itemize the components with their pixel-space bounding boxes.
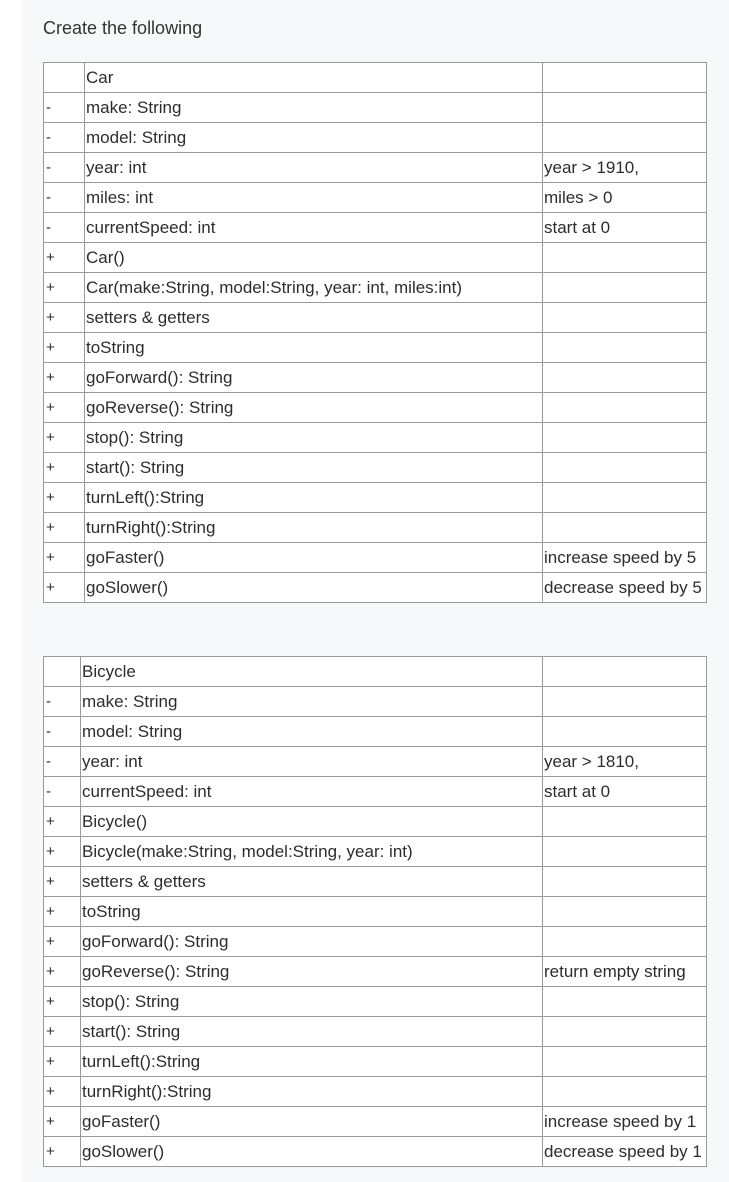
- member-cell: goFaster(): [85, 543, 543, 573]
- member-row: [44, 333, 707, 363]
- member-row: [44, 1077, 707, 1107]
- constraint-cell: [543, 837, 707, 867]
- member-cell: turnLeft():String: [81, 1047, 543, 1077]
- constraint-cell: [543, 273, 707, 303]
- member-cell: stop(): String: [85, 423, 543, 453]
- visibility-cell: -: [44, 213, 85, 243]
- visibility-cell: +: [44, 987, 81, 1017]
- visibility-cell: +: [44, 1137, 81, 1167]
- class-name-row: [44, 657, 707, 687]
- member-cell: goForward(): String: [85, 363, 543, 393]
- constraint-cell: [543, 1047, 707, 1077]
- constraint-cell: [543, 453, 707, 483]
- constraint-cell: [543, 363, 707, 393]
- visibility-cell: -: [44, 777, 81, 807]
- member-row: [44, 363, 707, 393]
- member-row: [44, 897, 707, 927]
- constraint-cell: [543, 717, 707, 747]
- member-cell: turnLeft():String: [85, 483, 543, 513]
- member-cell: toString: [85, 333, 543, 363]
- visibility-cell: +: [44, 423, 85, 453]
- member-cell: setters & getters: [81, 867, 543, 897]
- member-cell: turnRight():String: [81, 1077, 543, 1107]
- visibility-cell: [44, 63, 85, 93]
- visibility-cell: +: [44, 1047, 81, 1077]
- member-row: [44, 987, 707, 1017]
- member-row: [44, 1137, 707, 1167]
- member-cell: miles: int: [85, 183, 543, 213]
- visibility-cell: +: [44, 453, 85, 483]
- constraint-cell: [543, 333, 707, 363]
- visibility-cell: +: [44, 1077, 81, 1107]
- member-cell: model: String: [85, 123, 543, 153]
- constraint-cell: [543, 63, 707, 93]
- member-cell: make: String: [81, 687, 543, 717]
- constraint-cell: start at 0: [543, 777, 707, 807]
- member-row: [44, 153, 707, 183]
- visibility-cell: -: [44, 183, 85, 213]
- visibility-cell: +: [44, 543, 85, 573]
- member-row: [44, 837, 707, 867]
- visibility-cell: -: [44, 153, 85, 183]
- member-cell: goReverse(): String: [85, 393, 543, 423]
- constraint-cell: [543, 1077, 707, 1107]
- constraint-cell: [543, 897, 707, 927]
- constraint-cell: [543, 867, 707, 897]
- constraint-cell: miles > 0: [543, 183, 707, 213]
- member-cell: currentSpeed: int: [85, 213, 543, 243]
- member-row: [44, 747, 707, 777]
- member-cell: goSlower(): [85, 573, 543, 603]
- visibility-cell: +: [44, 513, 85, 543]
- member-row: [44, 423, 707, 453]
- constraint-cell: [543, 513, 707, 543]
- member-row: [44, 957, 707, 987]
- member-row: [44, 543, 707, 573]
- page-heading: Create the following: [43, 18, 203, 38]
- visibility-cell: +: [44, 273, 85, 303]
- member-cell: toString: [81, 897, 543, 927]
- visibility-cell: +: [44, 957, 81, 987]
- constraint-cell: decrease speed by 1: [543, 1137, 707, 1167]
- constraint-cell: decrease speed by 5: [543, 573, 707, 603]
- member-cell: year: int: [85, 153, 543, 183]
- constraint-cell: [543, 303, 707, 333]
- constraint-cell: year > 1810,: [543, 747, 707, 777]
- member-cell: goReverse(): String: [81, 957, 543, 987]
- visibility-cell: +: [44, 243, 85, 273]
- member-cell: goFaster(): [81, 1107, 543, 1137]
- member-row: [44, 573, 707, 603]
- visibility-cell: -: [44, 93, 85, 123]
- member-row: [44, 93, 707, 123]
- member-row: [44, 123, 707, 153]
- member-row: [44, 867, 707, 897]
- constraint-cell: [543, 243, 707, 273]
- member-row: [44, 393, 707, 423]
- constraint-cell: [543, 123, 707, 153]
- constraint-cell: [543, 807, 707, 837]
- visibility-cell: -: [44, 123, 85, 153]
- constraint-cell: [543, 423, 707, 453]
- member-row: [44, 687, 707, 717]
- constraint-cell: [543, 987, 707, 1017]
- member-row: [44, 1017, 707, 1047]
- bicycle-class-table: [43, 656, 707, 1167]
- member-row: [44, 927, 707, 957]
- member-cell: currentSpeed: int: [81, 777, 543, 807]
- member-cell: Bicycle(make:String, model:String, year: int): [81, 837, 543, 867]
- constraint-cell: start at 0: [543, 213, 707, 243]
- class-name-cell: Car: [85, 63, 543, 93]
- visibility-cell: +: [44, 867, 81, 897]
- visibility-cell: +: [44, 927, 81, 957]
- member-cell: Car(make:String, model:String, year: int, miles:int): [85, 273, 543, 303]
- member-cell: year: int: [81, 747, 543, 777]
- constraint-cell: [543, 483, 707, 513]
- constraint-cell: [543, 927, 707, 957]
- member-row: [44, 453, 707, 483]
- visibility-cell: -: [44, 687, 81, 717]
- visibility-cell: -: [44, 747, 81, 777]
- visibility-cell: +: [44, 393, 85, 423]
- visibility-cell: +: [44, 363, 85, 393]
- constraint-cell: [543, 687, 707, 717]
- member-cell: make: String: [85, 93, 543, 123]
- member-row: [44, 183, 707, 213]
- visibility-cell: +: [44, 807, 81, 837]
- member-cell: start(): String: [85, 453, 543, 483]
- constraint-cell: return empty string: [543, 957, 707, 987]
- member-row: [44, 1107, 707, 1137]
- constraint-cell: [543, 1017, 707, 1047]
- member-cell: Bicycle(): [81, 807, 543, 837]
- visibility-cell: [44, 657, 81, 687]
- member-row: [44, 1047, 707, 1077]
- member-row: [44, 483, 707, 513]
- visibility-cell: +: [44, 837, 81, 867]
- member-row: [44, 303, 707, 333]
- constraint-cell: increase speed by 1: [543, 1107, 707, 1137]
- class-name-cell: Bicycle: [81, 657, 543, 687]
- constraint-cell: year > 1910,: [543, 153, 707, 183]
- class-name-row: [44, 63, 707, 93]
- member-row: [44, 513, 707, 543]
- car-class-table: [43, 62, 707, 603]
- visibility-cell: +: [44, 1017, 81, 1047]
- member-row: [44, 717, 707, 747]
- member-cell: turnRight():String: [85, 513, 543, 543]
- visibility-cell: -: [44, 717, 81, 747]
- member-row: [44, 243, 707, 273]
- member-row: [44, 777, 707, 807]
- visibility-cell: +: [44, 303, 85, 333]
- member-row: [44, 273, 707, 303]
- member-cell: setters & getters: [85, 303, 543, 333]
- visibility-cell: +: [44, 1107, 81, 1137]
- member-cell: goSlower(): [81, 1137, 543, 1167]
- visibility-cell: +: [44, 483, 85, 513]
- member-cell: model: String: [81, 717, 543, 747]
- constraint-cell: [543, 93, 707, 123]
- member-cell: goForward(): String: [81, 927, 543, 957]
- visibility-cell: +: [44, 573, 85, 603]
- member-cell: start(): String: [81, 1017, 543, 1047]
- member-cell: stop(): String: [81, 987, 543, 1017]
- constraint-cell: increase speed by 5: [543, 543, 707, 573]
- member-row: [44, 213, 707, 243]
- visibility-cell: +: [44, 897, 81, 927]
- visibility-cell: +: [44, 333, 85, 363]
- constraint-cell: [543, 657, 707, 687]
- constraint-cell: [543, 393, 707, 423]
- member-row: [44, 807, 707, 837]
- member-cell: Car(): [85, 243, 543, 273]
